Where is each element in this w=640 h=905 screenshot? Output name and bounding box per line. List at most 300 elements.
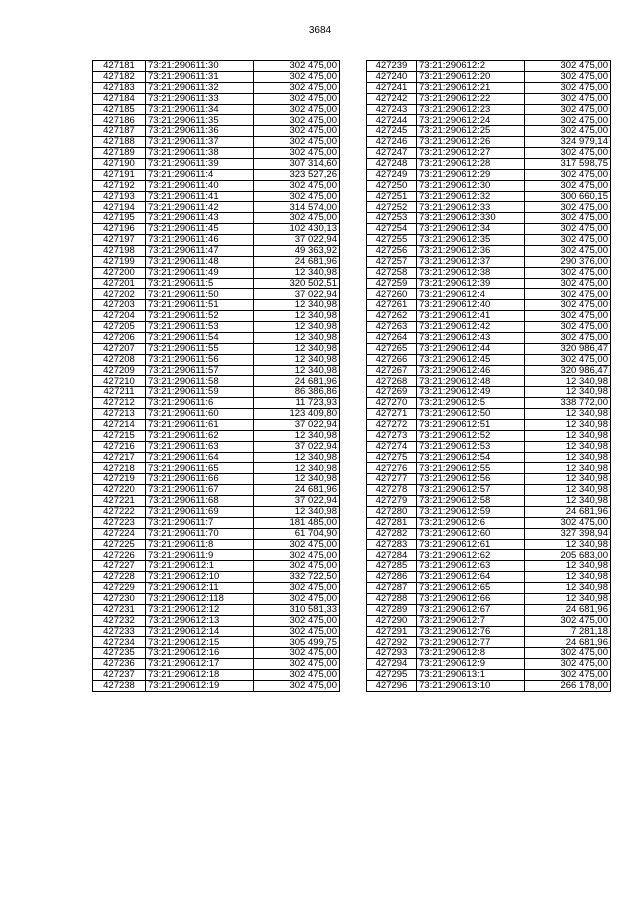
value-cell: 86 386,86	[254, 387, 340, 398]
record-number-cell: 427185	[93, 104, 146, 115]
cadastral-number-cell: 73:21:290611:35	[146, 115, 254, 126]
record-number-cell: 427237	[93, 670, 146, 681]
record-number-cell: 427189	[93, 148, 146, 159]
value-cell: 12 340,98	[525, 419, 611, 430]
cadastral-number-cell: 73:21:290613:1	[417, 670, 525, 681]
cadastral-number-cell: 73:21:290612:12	[146, 604, 254, 615]
record-number-cell: 427246	[367, 137, 417, 148]
cadastral-number-cell: 73:21:290611:54	[146, 332, 254, 343]
value-cell: 302 475,00	[525, 659, 611, 670]
record-number-cell: 427275	[367, 452, 417, 463]
value-cell: 324 979,14	[525, 137, 611, 148]
record-number-cell: 427203	[93, 300, 146, 311]
value-cell: 24 681,96	[525, 604, 611, 615]
value-cell: 302 475,00	[525, 289, 611, 300]
cadastral-number-cell: 73:21:290611:56	[146, 354, 254, 365]
table-row	[367, 670, 611, 681]
table-row	[367, 593, 611, 604]
value-cell: 310 581,33	[254, 604, 340, 615]
record-number-cell: 427187	[93, 126, 146, 137]
record-number-cell: 427215	[93, 430, 146, 441]
table-row	[93, 452, 340, 463]
value-cell: 12 340,98	[254, 343, 340, 354]
table-row	[93, 354, 340, 365]
record-number-cell: 427276	[367, 463, 417, 474]
cadastral-number-cell: 73:21:290612:45	[417, 354, 525, 365]
cadastral-number-cell: 73:21:290611:47	[146, 245, 254, 256]
value-cell: 302 475,00	[525, 278, 611, 289]
value-cell: 302 475,00	[254, 82, 340, 93]
record-number-cell: 427227	[93, 561, 146, 572]
cadastral-number-cell: 73:21:290612:23	[417, 104, 525, 115]
cadastral-number-cell: 73:21:290611:59	[146, 387, 254, 398]
record-number-cell: 427233	[93, 626, 146, 637]
cadastral-number-cell: 73:21:290612:60	[417, 528, 525, 539]
record-number-cell: 427231	[93, 604, 146, 615]
cadastral-number-cell: 73:21:290612:29	[417, 169, 525, 180]
value-cell: 181 485,00	[254, 517, 340, 528]
value-cell: 24 681,96	[525, 506, 611, 517]
value-cell: 302 475,00	[525, 61, 611, 72]
value-cell: 302 475,00	[254, 659, 340, 670]
value-cell: 12 340,98	[254, 267, 340, 278]
cadastral-number-cell: 73:21:290611:48	[146, 256, 254, 267]
cadastral-number-cell: 73:21:290611:31	[146, 71, 254, 82]
table-row	[367, 213, 611, 224]
record-number-cell: 427291	[367, 626, 417, 637]
value-cell: 302 475,00	[254, 561, 340, 572]
table-row	[93, 474, 340, 485]
record-number-cell: 427206	[93, 332, 146, 343]
value-cell: 12 340,98	[254, 365, 340, 376]
table-row	[367, 322, 611, 333]
table-row	[367, 485, 611, 496]
record-number-cell: 427242	[367, 93, 417, 104]
value-cell: 302 475,00	[254, 648, 340, 659]
table-row	[367, 680, 611, 691]
table-row	[93, 213, 340, 224]
cadastral-number-cell: 73:21:290612:56	[417, 474, 525, 485]
value-cell: 307 314,60	[254, 158, 340, 169]
cadastral-number-cell: 73:21:290612:76	[417, 626, 525, 637]
table-row	[367, 61, 611, 72]
value-cell: 12 340,98	[254, 506, 340, 517]
table-row	[93, 659, 340, 670]
value-cell: 12 340,98	[525, 539, 611, 550]
value-cell: 37 022,94	[254, 419, 340, 430]
value-cell: 320 986,47	[525, 343, 611, 354]
table-row	[93, 430, 340, 441]
cadastral-number-cell: 73:21:290612:39	[417, 278, 525, 289]
record-number-cell: 427195	[93, 213, 146, 224]
cadastral-number-cell: 73:21:290611:30	[146, 61, 254, 72]
record-number-cell: 427205	[93, 322, 146, 333]
table-row	[93, 441, 340, 452]
value-cell: 302 475,00	[525, 311, 611, 322]
cadastral-number-cell: 73:21:290611:53	[146, 322, 254, 333]
value-cell: 302 475,00	[254, 593, 340, 604]
cadastral-number-cell: 73:21:290611:55	[146, 343, 254, 354]
cadastral-number-cell: 73:21:290611:42	[146, 202, 254, 213]
record-number-cell: 427219	[93, 474, 146, 485]
cadastral-number-cell: 73:21:290611:4	[146, 169, 254, 180]
record-number-cell: 427220	[93, 485, 146, 496]
value-cell: 320 502,51	[254, 278, 340, 289]
cadastral-number-cell: 73:21:290611:64	[146, 452, 254, 463]
value-cell: 12 340,98	[525, 561, 611, 572]
cadastral-number-cell: 73:21:290612:10	[146, 572, 254, 583]
table-row	[367, 224, 611, 235]
cadastral-number-cell: 73:21:290611:65	[146, 463, 254, 474]
table-row	[93, 604, 340, 615]
record-number-cell: 427296	[367, 680, 417, 691]
cadastral-number-cell: 73:21:290612:9	[417, 659, 525, 670]
table-row	[93, 169, 340, 180]
table-row	[367, 539, 611, 550]
cadastral-number-cell: 73:21:290611:41	[146, 191, 254, 202]
table-row	[367, 180, 611, 191]
cadastral-number-cell: 73:21:290612:1	[146, 561, 254, 572]
value-cell: 12 340,98	[254, 322, 340, 333]
record-number-cell: 427293	[367, 648, 417, 659]
value-cell: 302 475,00	[525, 648, 611, 659]
value-cell: 302 475,00	[254, 213, 340, 224]
cadastral-number-cell: 73:21:290612:53	[417, 441, 525, 452]
record-number-cell: 427212	[93, 398, 146, 409]
cadastral-number-cell: 73:21:290611:45	[146, 224, 254, 235]
table-row	[367, 419, 611, 430]
table-row	[93, 180, 340, 191]
table-row	[93, 235, 340, 246]
cadastral-number-cell: 73:21:290612:52	[417, 430, 525, 441]
cadastral-number-cell: 73:21:290612:4	[417, 289, 525, 300]
table-row	[367, 474, 611, 485]
record-number-cell: 427274	[367, 441, 417, 452]
table-row	[367, 202, 611, 213]
cadastral-number-cell: 73:21:290612:22	[417, 93, 525, 104]
table-row	[367, 561, 611, 572]
table-row	[367, 71, 611, 82]
record-number-cell: 427248	[367, 158, 417, 169]
cadastral-number-cell: 73:21:290611:68	[146, 496, 254, 507]
record-number-cell: 427234	[93, 637, 146, 648]
value-cell: 12 340,98	[525, 376, 611, 387]
value-cell: 12 340,98	[525, 583, 611, 594]
value-cell: 37 022,94	[254, 235, 340, 246]
cadastral-number-cell: 73:21:290612:28	[417, 158, 525, 169]
record-number-cell: 427202	[93, 289, 146, 300]
table-row	[93, 311, 340, 322]
record-number-cell: 427263	[367, 322, 417, 333]
value-cell: 302 475,00	[525, 615, 611, 626]
value-cell: 323 527,26	[254, 169, 340, 180]
cadastral-number-cell: 73:21:290612:42	[417, 322, 525, 333]
table-row	[367, 343, 611, 354]
value-cell: 302 475,00	[254, 615, 340, 626]
record-number-cell: 427245	[367, 126, 417, 137]
table-row	[367, 626, 611, 637]
table-row	[367, 615, 611, 626]
value-cell: 302 475,00	[525, 235, 611, 246]
value-cell: 24 681,96	[254, 256, 340, 267]
record-number-cell: 427262	[367, 311, 417, 322]
record-number-cell: 427285	[367, 561, 417, 572]
table-row	[367, 158, 611, 169]
table-row	[93, 550, 340, 561]
record-number-cell: 427257	[367, 256, 417, 267]
table-row	[93, 332, 340, 343]
table-row	[367, 191, 611, 202]
table-row	[367, 278, 611, 289]
value-cell: 302 475,00	[254, 191, 340, 202]
record-number-cell: 427260	[367, 289, 417, 300]
table-row	[367, 550, 611, 561]
value-cell: 302 475,00	[254, 61, 340, 72]
table-row	[93, 496, 340, 507]
cadastral-number-cell: 73:21:290612:36	[417, 245, 525, 256]
record-number-cell: 427193	[93, 191, 146, 202]
cadastral-number-cell: 73:21:290611:9	[146, 550, 254, 561]
record-number-cell: 427256	[367, 245, 417, 256]
table-row	[367, 332, 611, 343]
cadastral-number-cell: 73:21:290612:55	[417, 463, 525, 474]
record-number-cell: 427226	[93, 550, 146, 561]
cadastral-number-cell: 73:21:290612:26	[417, 137, 525, 148]
table-row	[93, 626, 340, 637]
cadastral-number-cell: 73:21:290611:7	[146, 517, 254, 528]
cadastral-number-cell: 73:21:290611:40	[146, 180, 254, 191]
record-number-cell: 427183	[93, 82, 146, 93]
table-row	[93, 289, 340, 300]
cadastral-number-cell: 73:21:290612:61	[417, 539, 525, 550]
table-row	[367, 463, 611, 474]
table-row	[93, 61, 340, 72]
value-cell: 12 340,98	[525, 387, 611, 398]
record-number-cell: 427186	[93, 115, 146, 126]
record-number-cell: 427249	[367, 169, 417, 180]
value-cell: 12 340,98	[525, 409, 611, 420]
table-row	[93, 278, 340, 289]
value-cell: 12 340,98	[254, 430, 340, 441]
table-row	[367, 506, 611, 517]
table-row	[367, 137, 611, 148]
cadastral-number-cell: 73:21:290612:77	[417, 637, 525, 648]
table-row	[367, 604, 611, 615]
value-cell: 302 475,00	[254, 148, 340, 159]
value-cell: 302 475,00	[254, 104, 340, 115]
cadastral-number-cell: 73:21:290612:7	[417, 615, 525, 626]
record-number-cell: 427223	[93, 517, 146, 528]
record-number-cell: 427222	[93, 506, 146, 517]
cadastral-number-cell: 73:21:290612:13	[146, 615, 254, 626]
value-cell: 302 475,00	[525, 354, 611, 365]
record-number-cell: 427247	[367, 148, 417, 159]
cadastral-number-cell: 73:21:290611:38	[146, 148, 254, 159]
record-number-cell: 427278	[367, 485, 417, 496]
record-number-cell: 427194	[93, 202, 146, 213]
value-cell: 12 340,98	[525, 452, 611, 463]
cadastral-number-cell: 73:21:290612:51	[417, 419, 525, 430]
cadastral-number-cell: 73:21:290611:37	[146, 137, 254, 148]
value-cell: 12 340,98	[525, 593, 611, 604]
value-cell: 327 398,94	[525, 528, 611, 539]
table-row	[93, 158, 340, 169]
record-number-cell: 427184	[93, 93, 146, 104]
record-number-cell: 427235	[93, 648, 146, 659]
value-cell: 12 340,98	[525, 572, 611, 583]
table-row	[93, 593, 340, 604]
record-number-cell: 427228	[93, 572, 146, 583]
table-row	[93, 409, 340, 420]
cadastral-number-cell: 73:21:290612:38	[417, 267, 525, 278]
cadastral-number-cell: 73:21:290612:64	[417, 572, 525, 583]
value-cell: 24 681,96	[254, 485, 340, 496]
table-row	[367, 528, 611, 539]
table-row	[93, 322, 340, 333]
cadastral-number-cell: 73:21:290612:57	[417, 485, 525, 496]
value-cell: 302 475,00	[525, 300, 611, 311]
cadastral-number-cell: 73:21:290612:19	[146, 680, 254, 691]
table-row	[93, 517, 340, 528]
cadastral-number-cell: 73:21:290612:330	[417, 213, 525, 224]
value-cell: 302 475,00	[254, 626, 340, 637]
table-row	[93, 398, 340, 409]
record-number-cell: 427243	[367, 104, 417, 115]
record-number-cell: 427289	[367, 604, 417, 615]
record-number-cell: 427294	[367, 659, 417, 670]
cadastral-number-cell: 73:21:290612:35	[417, 235, 525, 246]
table-row	[367, 441, 611, 452]
record-number-cell: 427250	[367, 180, 417, 191]
cadastral-number-cell: 73:21:290612:46	[417, 365, 525, 376]
record-number-cell: 427265	[367, 343, 417, 354]
value-cell: 24 681,96	[254, 376, 340, 387]
cadastral-number-cell: 73:21:290612:6	[417, 517, 525, 528]
record-number-cell: 427225	[93, 539, 146, 550]
value-cell: 7 281,18	[525, 626, 611, 637]
cadastral-number-cell: 73:21:290611:52	[146, 311, 254, 322]
register-table-right	[366, 60, 611, 692]
value-cell: 12 340,98	[254, 332, 340, 343]
cadastral-number-cell: 73:21:290612:37	[417, 256, 525, 267]
record-number-cell: 427261	[367, 300, 417, 311]
value-cell: 12 340,98	[254, 354, 340, 365]
table-row	[367, 300, 611, 311]
cadastral-number-cell: 73:21:290611:6	[146, 398, 254, 409]
value-cell: 302 475,00	[254, 93, 340, 104]
table-row	[367, 148, 611, 159]
table-row	[93, 191, 340, 202]
record-number-cell: 427287	[367, 583, 417, 594]
record-number-cell: 427196	[93, 224, 146, 235]
record-number-cell: 427273	[367, 430, 417, 441]
record-number-cell: 427181	[93, 61, 146, 72]
table-row	[367, 583, 611, 594]
record-number-cell: 427199	[93, 256, 146, 267]
table-row	[93, 615, 340, 626]
cadastral-number-cell: 73:21:290612:25	[417, 126, 525, 137]
value-cell: 317 598,75	[525, 158, 611, 169]
record-number-cell: 427213	[93, 409, 146, 420]
cadastral-number-cell: 73:21:290611:69	[146, 506, 254, 517]
record-number-cell: 427214	[93, 419, 146, 430]
table-row	[367, 93, 611, 104]
cadastral-number-cell: 73:21:290612:20	[417, 71, 525, 82]
record-number-cell: 427210	[93, 376, 146, 387]
table-row	[367, 452, 611, 463]
value-cell: 302 475,00	[254, 583, 340, 594]
value-cell: 302 475,00	[525, 115, 611, 126]
value-cell: 302 475,00	[525, 104, 611, 115]
table-row	[93, 485, 340, 496]
cadastral-number-cell: 73:21:290611:61	[146, 419, 254, 430]
record-number-cell: 427277	[367, 474, 417, 485]
table-row	[367, 572, 611, 583]
cadastral-number-cell: 73:21:290612:8	[417, 648, 525, 659]
cadastral-number-cell: 73:21:290611:60	[146, 409, 254, 420]
record-number-cell: 427224	[93, 528, 146, 539]
table-row	[367, 637, 611, 648]
value-cell: 302 475,00	[254, 137, 340, 148]
record-number-cell: 427218	[93, 463, 146, 474]
cadastral-number-cell: 73:21:290611:49	[146, 267, 254, 278]
record-number-cell: 427198	[93, 245, 146, 256]
value-cell: 302 475,00	[525, 245, 611, 256]
cadastral-number-cell: 73:21:290612:30	[417, 180, 525, 191]
record-number-cell: 427253	[367, 213, 417, 224]
cadastral-number-cell: 73:21:290612:27	[417, 148, 525, 159]
table-row	[367, 126, 611, 137]
record-number-cell: 427282	[367, 528, 417, 539]
record-number-cell: 427254	[367, 224, 417, 235]
value-cell: 302 475,00	[254, 115, 340, 126]
table-row	[93, 670, 340, 681]
record-number-cell: 427239	[367, 61, 417, 72]
record-number-cell: 427216	[93, 441, 146, 452]
value-cell: 12 340,98	[525, 441, 611, 452]
value-cell: 302 475,00	[525, 224, 611, 235]
value-cell: 302 475,00	[254, 550, 340, 561]
table-row	[93, 71, 340, 82]
record-number-cell: 427286	[367, 572, 417, 583]
cadastral-number-cell: 73:21:290611:66	[146, 474, 254, 485]
record-number-cell: 427295	[367, 670, 417, 681]
value-cell: 302 475,00	[525, 71, 611, 82]
value-cell: 290 376,00	[525, 256, 611, 267]
record-number-cell: 427252	[367, 202, 417, 213]
cadastral-number-cell: 73:21:290612:66	[417, 593, 525, 604]
cadastral-number-cell: 73:21:290611:43	[146, 213, 254, 224]
cadastral-number-cell: 73:21:290611:46	[146, 235, 254, 246]
cadastral-number-cell: 73:21:290612:43	[417, 332, 525, 343]
cadastral-number-cell: 73:21:290612:40	[417, 300, 525, 311]
cadastral-number-cell: 73:21:290611:63	[146, 441, 254, 452]
value-cell: 12 340,98	[254, 452, 340, 463]
cadastral-number-cell: 73:21:290611:67	[146, 485, 254, 496]
value-cell: 302 475,00	[525, 517, 611, 528]
record-number-cell: 427188	[93, 137, 146, 148]
table-row	[93, 82, 340, 93]
table-row	[93, 137, 340, 148]
cadastral-number-cell: 73:21:290612:67	[417, 604, 525, 615]
table-row	[367, 398, 611, 409]
cadastral-number-cell: 73:21:290612:49	[417, 387, 525, 398]
record-number-cell: 427207	[93, 343, 146, 354]
cadastral-number-cell: 73:21:290612:33	[417, 202, 525, 213]
table-row	[367, 245, 611, 256]
record-number-cell: 427229	[93, 583, 146, 594]
record-number-cell: 427182	[93, 71, 146, 82]
